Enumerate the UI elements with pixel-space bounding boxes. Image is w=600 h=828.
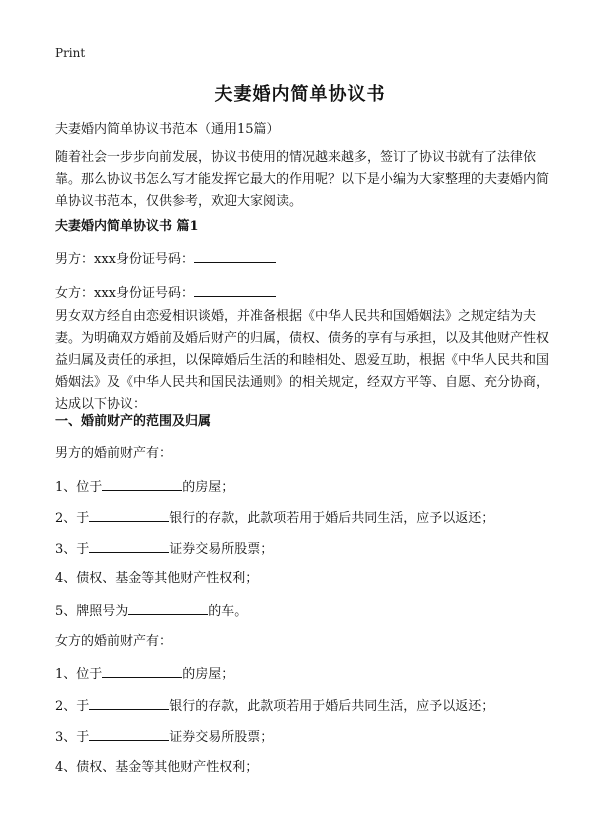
list-item-text: 4、债权、基金等其他财产性权利； bbox=[55, 571, 259, 586]
list-item bbox=[55, 539, 550, 559]
woman-id-field bbox=[55, 283, 550, 303]
man-id-label: 男方：xxx身份证号码： bbox=[55, 252, 194, 267]
list-item bbox=[55, 696, 550, 716]
fill-blank bbox=[89, 539, 169, 553]
man-id-blank bbox=[194, 249, 276, 263]
list-item-text: 5、牌照号为 bbox=[55, 604, 129, 619]
list-item bbox=[55, 759, 550, 777]
list-item bbox=[55, 664, 550, 684]
list-item-text: 证券交易所股票； bbox=[169, 730, 274, 745]
list-item-text: 3、于 bbox=[55, 542, 90, 557]
agreement-paragraph: 男女双方经自由恋爱相识谈婚，并准备根据《中华人民共和国婚姻法》之规定结为夫妻。为明确双方婚前及婚后财产的归属，债权、债务的享有与承担，以及其他财产性权益归属及责任的承担，以保障婚后生活的和睦相处、恩爱互助，根据《中华人民共和国婚姻法》及《中华人民共和国民法通则》的相关规定，经双方平等、自愿、充分协商，达成以下协议： bbox=[55, 309, 550, 412]
intro-paragraph: 随着社会一步步向前发展，协议书使用的情况越来越多，签订了协议书就有了法律依靠。那么协议书怎么写才能发挥它最大的作用呢？以下是小编为大家整理的夫妻婚内简单协议书范本，仅供参考，欢迎大家阅读。 bbox=[55, 150, 550, 209]
list-item bbox=[55, 508, 550, 528]
list-item bbox=[55, 727, 550, 747]
fill-blank bbox=[128, 601, 208, 615]
list-item bbox=[55, 570, 550, 588]
list-item-text: 4、债权、基金等其他财产性权利； bbox=[55, 760, 259, 775]
print-link[interactable]: Print bbox=[55, 46, 86, 60]
list-item-text: 1、位于 bbox=[55, 667, 103, 682]
list-item-text: 2、于 bbox=[55, 699, 90, 714]
woman-assets-label: 女方的婚前财产有： bbox=[55, 634, 173, 649]
list-item-text: 的车。 bbox=[208, 604, 248, 619]
list-item-text: 证券交易所股票； bbox=[169, 542, 274, 557]
woman-id-label: 女方：xxx身份证号码： bbox=[55, 286, 194, 301]
list-item-text: 的房屋； bbox=[182, 667, 235, 682]
fill-blank bbox=[89, 727, 169, 741]
section-title: 夫妻婚内简单协议书 篇1 bbox=[55, 219, 199, 234]
man-assets-label: 男方的婚前财产有： bbox=[55, 446, 173, 461]
fill-blank bbox=[89, 508, 169, 522]
list-item-text: 2、于 bbox=[55, 511, 90, 526]
document-title: 夫妻婚内简单协议书 bbox=[214, 84, 386, 105]
list-item-text: 1、位于 bbox=[55, 480, 103, 495]
list-item-text: 银行的存款，此款项若用于婚后共同生活，应予以返还； bbox=[169, 511, 495, 526]
list-item bbox=[55, 601, 550, 621]
fill-blank bbox=[102, 664, 182, 678]
list-item-text: 3、于 bbox=[55, 730, 90, 745]
heading-premarital-assets: 一、婚前财产的范围及归属 bbox=[55, 414, 212, 429]
list-item bbox=[55, 477, 550, 497]
woman-id-blank bbox=[194, 283, 276, 297]
fill-blank bbox=[89, 696, 169, 710]
man-id-field bbox=[55, 249, 550, 269]
list-item-text: 银行的存款，此款项若用于婚后共同生活，应予以返还； bbox=[169, 699, 495, 714]
fill-blank bbox=[102, 477, 182, 491]
list-item-text: 的房屋； bbox=[182, 480, 235, 495]
subtitle: 夫妻婚内简单协议书范本（通用15篇） bbox=[55, 122, 280, 137]
